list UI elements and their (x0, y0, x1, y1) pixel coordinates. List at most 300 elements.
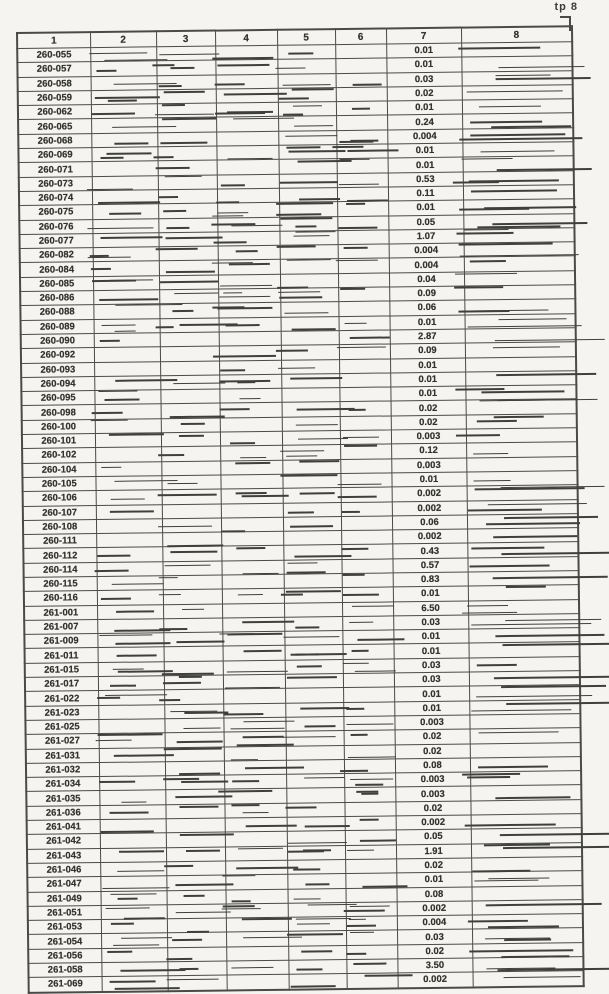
redacted-cell (339, 330, 390, 345)
redacted-cell (158, 160, 217, 175)
redacted-cell (336, 87, 387, 102)
row-id-cell: 260-106 (23, 491, 96, 506)
redacted-cell (471, 871, 582, 887)
scan-artifact-line (213, 355, 276, 358)
redacted-cell (471, 842, 582, 858)
redacted-cell (160, 361, 219, 376)
redacted-cell (96, 490, 162, 505)
scan-artifact-line (98, 391, 138, 392)
scan-artifact-line (496, 373, 596, 376)
redacted-cell (92, 190, 158, 205)
scan-artifact-line (102, 324, 136, 325)
row-value-cell: 0.002 (392, 486, 467, 501)
scan-artifact-line (220, 633, 254, 634)
redacted-cell (99, 762, 165, 777)
redacted-cell (282, 459, 340, 474)
redacted-cell (466, 413, 577, 429)
redacted-cell (463, 185, 574, 201)
redacted-cell (345, 873, 396, 888)
row-value-cell: 0.002 (397, 901, 472, 916)
redacted-cell (279, 216, 337, 231)
row-id-cell: 260-055 (17, 48, 90, 63)
scan-artifact-line (236, 547, 265, 549)
redacted-cell (165, 775, 224, 790)
row-id-cell: 261-001 (24, 605, 97, 620)
scan-artifact-line (503, 845, 609, 848)
redacted-cell (346, 930, 397, 945)
scan-artifact-line (338, 483, 382, 485)
scan-artifact-line (97, 697, 120, 699)
row-id-cell: 260-062 (18, 105, 91, 120)
redacted-cell (464, 313, 575, 329)
redacted-cell (287, 817, 345, 832)
redacted-cell (91, 133, 157, 148)
row-id-cell: 260-102 (22, 448, 95, 463)
redacted-cell (161, 418, 220, 433)
scan-artifact-line (505, 619, 601, 621)
redacted-cell (221, 517, 283, 532)
redacted-cell (157, 118, 216, 133)
redacted-cell (163, 589, 222, 604)
scan-artifact-line (227, 633, 282, 636)
scan-artifact-line (498, 66, 585, 68)
scan-artifact-line (506, 586, 547, 588)
scan-artifact-line (287, 456, 317, 457)
redacted-cell (469, 642, 580, 658)
row-value-cell: 0.003 (391, 458, 466, 473)
row-value-cell: 0.43 (392, 543, 467, 558)
redacted-cell (461, 56, 572, 72)
column-header: 1 (17, 32, 90, 48)
scan-artifact-line (341, 510, 359, 512)
scan-artifact-line (470, 133, 565, 136)
redacted-cell (338, 316, 389, 331)
redacted-cell (462, 70, 573, 86)
scan-artifact-line (296, 918, 351, 920)
scan-artifact-line (99, 298, 158, 301)
redacted-cell (287, 859, 345, 874)
row-id-cell: 261-041 (27, 820, 100, 835)
scan-artifact-line (158, 454, 184, 456)
scan-artifact-line (161, 104, 185, 106)
row-value-cell: 0.24 (387, 115, 462, 130)
scan-artifact-line (455, 273, 517, 275)
row-value-cell: 0.08 (396, 887, 471, 902)
redacted-cell (287, 845, 345, 860)
redacted-cell (162, 546, 221, 561)
redacted-cell (164, 704, 223, 719)
scan-artifact-line (161, 141, 207, 144)
redacted-cell (470, 799, 581, 815)
redacted-cell (336, 144, 387, 159)
scan-artifact-line (473, 453, 508, 454)
scan-artifact-line (176, 741, 223, 744)
scan-artifact-line (213, 307, 244, 309)
redacted-cell (284, 588, 342, 603)
redacted-cell (468, 599, 579, 615)
scan-artifact-line (470, 260, 506, 262)
redacted-cell (100, 819, 166, 834)
redacted-cell (160, 389, 219, 404)
redacted-cell (466, 456, 577, 472)
redacted-cell (216, 117, 278, 132)
redacted-cell (102, 976, 168, 992)
redacted-cell (287, 874, 345, 889)
redacted-cell (221, 503, 283, 518)
scan-artifact-line (293, 105, 322, 106)
scan-artifact-line (494, 415, 544, 418)
redacted-cell (97, 590, 163, 605)
redacted-cell (280, 273, 338, 288)
redacted-cell (166, 875, 225, 890)
scan-artifact-line (110, 893, 156, 895)
scan-artifact-line (242, 736, 283, 738)
redacted-cell (227, 975, 289, 991)
scan-artifact-line (477, 420, 516, 422)
redacted-cell (94, 318, 160, 333)
redacted-cell (339, 387, 390, 402)
row-value-cell: 0.01 (386, 43, 461, 58)
redacted-cell (467, 499, 578, 515)
redacted-cell (341, 544, 392, 559)
scan-artifact-line (159, 54, 219, 56)
row-value-cell: 0.01 (388, 157, 463, 172)
scan-artifact-line (299, 460, 339, 462)
redacted-cell (337, 187, 388, 202)
row-id-cell: 260-093 (21, 362, 94, 377)
row-value-cell: 0.003 (395, 786, 470, 801)
redacted-cell (344, 787, 395, 802)
redacted-cell (216, 131, 278, 146)
scan-artifact-line (467, 776, 510, 779)
scan-artifact-line (285, 806, 316, 808)
row-value-cell: 0.004 (387, 129, 462, 144)
row-id-cell: 260-068 (18, 133, 91, 148)
redacted-cell (281, 388, 339, 403)
scan-artifact-line (159, 525, 213, 527)
redacted-cell (215, 60, 277, 75)
redacted-cell (223, 646, 285, 661)
scan-artifact-line (300, 707, 349, 710)
redacted-cell (98, 704, 164, 719)
redacted-cell (346, 959, 397, 974)
scan-artifact-line (346, 203, 365, 205)
scan-artifact-line (174, 293, 218, 295)
scan-artifact-line (185, 711, 229, 714)
scan-artifact-line (288, 562, 317, 563)
scan-artifact-line (343, 247, 367, 249)
row-id-cell: 260-094 (21, 376, 94, 391)
scan-artifact-line (240, 457, 266, 458)
scan-artifact-line (153, 64, 174, 66)
row-id-cell: 261-015 (25, 662, 98, 677)
scan-artifact-line (303, 849, 331, 851)
redacted-cell (335, 44, 386, 59)
redacted-cell (97, 604, 163, 619)
redacted-cell (469, 685, 580, 701)
column-header: 5 (277, 29, 335, 45)
redacted-cell (278, 102, 336, 117)
redacted-cell (339, 358, 390, 373)
scan-artifact-line (342, 437, 379, 438)
redacted-cell (162, 504, 221, 519)
scan-artifact-line (279, 296, 322, 299)
redacted-cell (285, 717, 343, 732)
redacted-cell (344, 773, 395, 788)
redacted-cell (287, 831, 345, 846)
redacted-cell (464, 270, 575, 286)
redacted-cell (222, 631, 284, 646)
scan-artifact-line (469, 949, 573, 952)
redacted-cell (223, 717, 285, 732)
scan-artifact-line (470, 121, 542, 124)
scan-artifact-line (349, 919, 366, 920)
redacted-cell (289, 974, 347, 990)
scan-artifact-line (156, 326, 174, 328)
row-value-cell: 0.03 (394, 672, 469, 687)
scan-artifact-line (464, 229, 509, 231)
redacted-cell (220, 446, 282, 461)
redacted-cell (222, 589, 284, 604)
redacted-cell (465, 356, 576, 372)
column-header: 8 (461, 26, 572, 43)
scan-artifact-line (162, 118, 216, 121)
scan-artifact-line (221, 908, 261, 909)
scan-artifact-line (284, 636, 340, 638)
redacted-cell (284, 631, 342, 646)
redacted-cell (218, 274, 280, 289)
scan-artifact-line (288, 850, 324, 852)
redacted-cell (468, 585, 579, 601)
redacted-cell (465, 342, 576, 358)
redacted-cell (277, 59, 335, 74)
row-id-cell: 260-092 (21, 348, 94, 363)
scan-artifact-line (293, 898, 320, 899)
row-id-cell: 260-071 (19, 162, 92, 177)
redacted-cell (465, 385, 576, 401)
redacted-cell (98, 719, 164, 734)
redacted-cell (345, 845, 396, 860)
scan-artifact-line (278, 367, 315, 368)
scan-artifact-line (173, 382, 225, 384)
redacted-cell (467, 542, 578, 558)
scan-artifact-line (159, 85, 182, 87)
row-value-cell: 0.002 (392, 529, 467, 544)
scan-artifact-line (107, 152, 151, 155)
redacted-cell (218, 288, 280, 303)
row-id-cell: 260-101 (22, 434, 95, 449)
redacted-cell (221, 488, 283, 503)
scan-artifact-line (460, 137, 583, 140)
redacted-cell (281, 359, 339, 374)
redacted-cell (471, 828, 582, 844)
row-id-cell: 260-115 (24, 577, 97, 592)
scan-artifact-line (165, 175, 202, 176)
scan-artifact-line (99, 340, 119, 342)
scan-artifact-line (156, 248, 198, 251)
redacted-cell (100, 847, 166, 862)
redacted-cell (338, 287, 389, 302)
scan-artifact-line (478, 765, 548, 768)
row-id-cell: 260-098 (22, 405, 95, 420)
redacted-cell (217, 174, 279, 189)
redacted-cell (223, 660, 285, 675)
redacted-cell (95, 433, 161, 448)
scan-artifact-line (215, 83, 245, 85)
scan-artifact-line (486, 967, 555, 969)
scan-artifact-line (300, 492, 335, 494)
row-id-cell: 261-009 (24, 634, 97, 649)
scan-artifact-line (504, 976, 581, 978)
row-id-cell: 261-034 (26, 777, 99, 792)
redacted-cell (220, 460, 282, 475)
scan-artifact-line (276, 202, 334, 205)
scan-artifact-line (484, 206, 576, 209)
redacted-cell (472, 957, 583, 973)
redacted-cell (91, 104, 157, 119)
row-value-cell: 0.03 (387, 72, 462, 87)
redacted-cell (280, 259, 338, 274)
redacted-cell (343, 659, 394, 674)
redacted-cell (222, 574, 284, 589)
scan-artifact-line (459, 243, 553, 246)
redacted-cell (464, 285, 575, 301)
row-value-cell: 0.05 (388, 215, 463, 230)
redacted-cell (470, 785, 581, 801)
scan-artifact-line (242, 918, 292, 921)
redacted-cell (342, 616, 393, 631)
redacted-cell (165, 761, 224, 776)
redacted-cell (95, 447, 161, 462)
scan-artifact-line (349, 336, 390, 338)
redacted-cell (463, 213, 574, 229)
redacted-cell (461, 42, 572, 58)
redacted-cell (343, 702, 394, 717)
redacted-cell (462, 142, 573, 158)
redacted-cell (158, 232, 217, 247)
redacted-cell (341, 559, 392, 574)
redacted-cell (221, 560, 283, 575)
row-id-cell: 260-089 (21, 319, 94, 334)
scan-artifact-line (471, 623, 591, 625)
scan-artifact-line (471, 547, 544, 550)
scan-artifact-line (296, 424, 338, 426)
column-header: 6 (335, 28, 386, 44)
redacted-cell (95, 404, 161, 419)
redacted-cell (462, 127, 573, 143)
redacted-cell (337, 158, 388, 173)
scan-artifact-line (343, 663, 369, 664)
scan-artifact-line (485, 903, 601, 906)
scan-artifact-line (279, 181, 337, 184)
scan-artifact-line (87, 257, 131, 259)
scan-artifact-line (352, 108, 370, 110)
scan-artifact-line (230, 728, 284, 730)
redacted-cell (167, 904, 226, 919)
scan-artifact-line (458, 47, 540, 50)
redacted-cell (96, 547, 162, 562)
redacted-cell (162, 561, 221, 576)
redacted-cell (279, 159, 337, 174)
scan-artifact-line (469, 179, 559, 182)
scan-artifact-line (219, 296, 271, 298)
scan-artifact-line (282, 736, 336, 738)
row-value-cell: 0.57 (392, 558, 467, 573)
scan-artifact-line (109, 510, 154, 513)
scan-artifact-line (179, 435, 204, 437)
scan-artifact-line (288, 511, 314, 513)
row-id-cell: 261-031 (26, 748, 99, 763)
redacted-cell (220, 417, 282, 432)
row-id-cell: 261-032 (26, 762, 99, 777)
scan-artifact-line (181, 781, 227, 784)
redacted-cell (224, 746, 286, 761)
row-value-cell: 0.02 (391, 415, 466, 430)
row-value-cell: 0.53 (388, 172, 463, 187)
redacted-cell (346, 945, 397, 960)
redacted-cell (286, 759, 344, 774)
redacted-cell (472, 928, 583, 944)
scan-artifact-line (177, 641, 225, 644)
redacted-cell (284, 616, 342, 631)
redacted-cell (165, 789, 224, 804)
redacted-cell (337, 173, 388, 188)
scan-artifact-line (118, 897, 138, 899)
redacted-cell (282, 402, 340, 417)
redacted-cell (464, 242, 575, 258)
redacted-cell (341, 487, 392, 502)
redacted-cell (472, 899, 583, 915)
scan-artifact-line (350, 779, 393, 781)
redacted-cell (286, 802, 344, 817)
row-id-cell: 261-054 (28, 934, 101, 949)
redacted-cell (471, 885, 582, 901)
scan-artifact-line (114, 330, 135, 331)
redacted-cell (341, 516, 392, 531)
redacted-cell (467, 513, 578, 529)
redacted-cell (471, 814, 582, 830)
scan-artifact-line (219, 790, 273, 793)
redacted-cell (219, 388, 281, 403)
scan-artifact-line (500, 833, 609, 836)
scan-artifact-line (214, 241, 247, 243)
scan-artifact-line (184, 894, 204, 896)
row-id-cell: 260-076 (19, 219, 92, 234)
scan-artifact-line (110, 685, 136, 687)
redacted-cell (226, 946, 288, 961)
redacted-cell (167, 947, 226, 962)
scan-artifact-line (108, 433, 164, 436)
redacted-cell (338, 258, 389, 273)
redacted-cell (225, 874, 287, 889)
scan-artifact-line (233, 780, 259, 782)
redacted-cell (167, 932, 226, 947)
redacted-cell (157, 103, 216, 118)
redacted-cell (101, 933, 167, 948)
redacted-cell (338, 273, 389, 288)
redacted-cell (339, 373, 390, 388)
scan-artifact-line (109, 981, 156, 984)
scan-artifact-line (170, 551, 217, 554)
redacted-cell (96, 561, 162, 576)
redacted-cell (343, 673, 394, 688)
redacted-cell (472, 942, 583, 958)
redacted-cell (96, 504, 162, 519)
row-value-cell: 0.05 (396, 829, 471, 844)
redacted-cell (288, 902, 346, 917)
scan-artifact-line (97, 734, 162, 737)
scan-artifact-line (217, 64, 269, 67)
